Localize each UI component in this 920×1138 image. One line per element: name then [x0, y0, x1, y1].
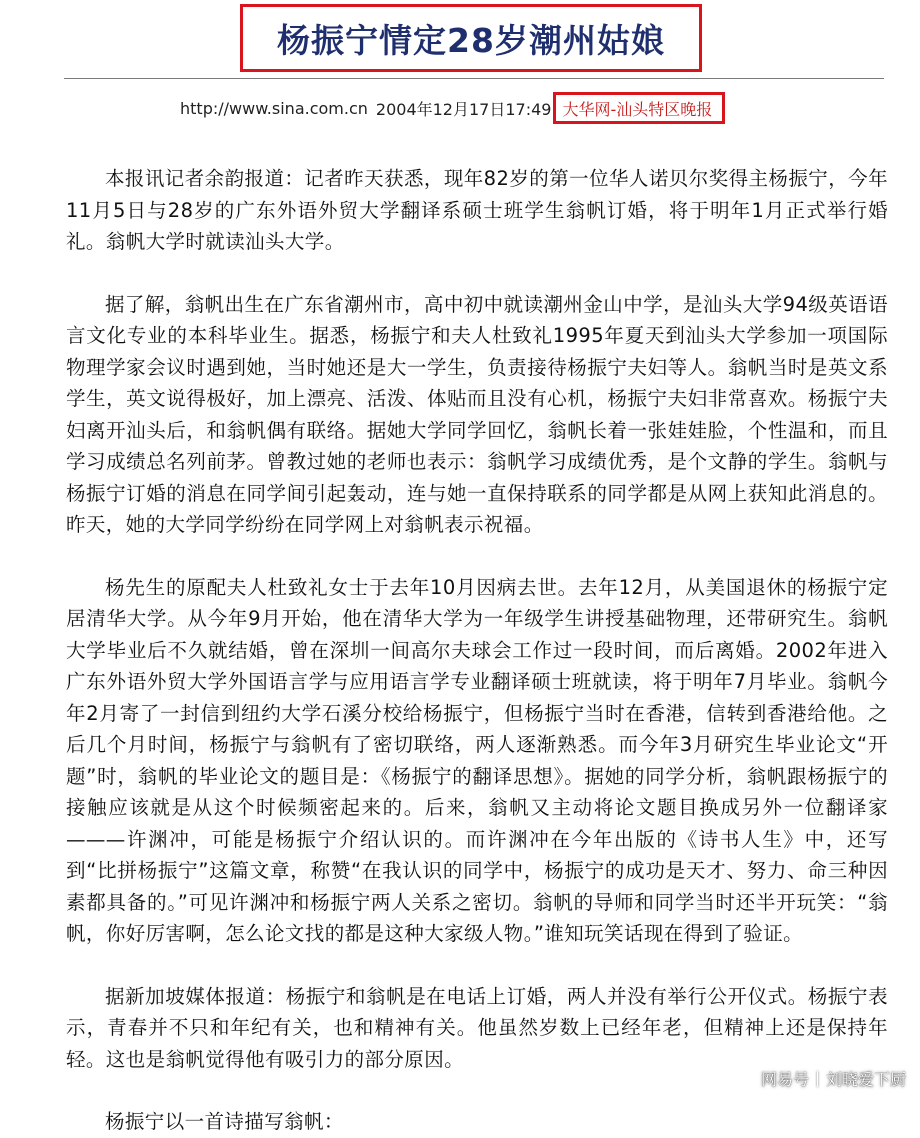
article-paragraph: 据了解，翁帆出生在广东省潮州市，高中初中就读潮州金山中学，是汕头大学94级英语语言文化专业的本科毕业生。据悉，杨振宁和夫人杜致礼1995年夏天到汕头大学参加一项国际物理学家会议时遇到她，当时她还是大一学生，负责接待杨振宁夫妇等人。翁帆当时是英文系学生，英文说得极好，加上漂亮、活泼、体贴而且没有心机，杨振宁夫妇非常喜欢。杨振宁夫妇离开汕头后，和翁帆偶有联络。据她大学同学回忆，翁帆长着一张娃娃脸，个性温和，而且学习成绩总名列前茅。曾教过她的老师也表示：翁帆学习成绩优秀，是个文静的学生。翁帆与杨振宁订婚的消息在同学间引起轰动，连与她一直保持联系的同学都是从网上获知此消息的。昨天，她的大学同学纷纷在同学网上对翁帆表示祝福。: [66, 292, 888, 536]
article-body: [66, 163, 888, 1138]
watermark-divider: [817, 1071, 818, 1087]
watermark: [761, 1067, 906, 1090]
source-name-box: [553, 92, 725, 124]
article-paragraph: 杨振宁以一首诗描写翁帆：: [105, 1110, 344, 1133]
article-paragraph: 杨先生的原配夫人杜致礼女士于去年10月因病去世。去年12月，从美国退休的杨振宁定居清华大学。从今年9月开始，他在清华大学为一年级学生讲授基础物理，还带研究生。翁帆大学毕业后不久就结婚，曾在深圳一间高尔夫球会工作过一段时间，而后离婚。2002年进入广东外语外贸大学外国语言学与应用语言学专业翻译硕士班就读，将于明年7月毕业。翁帆今年2月寄了一封信到纽约大学石溪分校给杨振宁，但杨振宁当时在香港，信转到香港给他。之后几个月时间，杨振宁与翁帆有了密切联络，两人逐渐熟悉。而今年3月研究生毕业论文“开题”时，翁帆的毕业论文的题目是：《杨振宁的翻译思想》。据她的同学分析，翁帆跟杨振宁的接触应该就是从这个时候频密起来的。后来，翁帆又主动将论文题目换成另外一位翻译家———许渊冲，可能是杨振宁介绍认识的。而许渊冲在今年出版的《诗书人生》中，还写到“比拼杨振宁”这篇文章，称赞“在我认识的同学中，杨振宁的成功是天才、努力、命三种因素都具备的。”可见许渊冲和杨振宁两人关系之密切。翁帆的导师和同学当时还半开玩笑：“翁帆，你好厉害啊，怎么论文找的都是这种大家级人物。”谁知玩笑话现在得到了验证。: [66, 575, 888, 945]
article-meta: [180, 92, 725, 124]
article-paragraph: 据新加坡媒体报道：杨振宁和翁帆是在电话上订婚，两人并没有举行公开仪式。杨振宁表示，青春并不只和年纪有关，也和精神有关。他虽然岁数上已经年老，但精神上还是保持年轻。这也是翁帆觉得他有吸引力的部分原因。: [66, 984, 888, 1071]
header-divider: [64, 78, 884, 79]
headline-box: [240, 4, 702, 72]
source-url[interactable]: http://www.sina.com.cn: [180, 98, 368, 118]
watermark-author: 刘晓爱下厨: [825, 1070, 906, 1089]
source-name[interactable]: 大华网-汕头特区晚报: [562, 99, 713, 119]
publish-date: 2004年12月17日17:49: [375, 99, 552, 119]
watermark-platform: 网易号: [760, 1070, 809, 1089]
headline-title: 杨振宁情定28岁潮州姑娘: [277, 20, 665, 60]
article-paragraph: 本报讯记者余韵报道：记者昨天获悉，现年82岁的第一位华人诺贝尔奖得主杨振宁，今年11月5日与28岁的广东外语外贸大学翻译系硕士班学生翁帆订婚，将于明年1月正式举行婚礼。翁帆大学时就读汕头大学。: [66, 167, 888, 253]
